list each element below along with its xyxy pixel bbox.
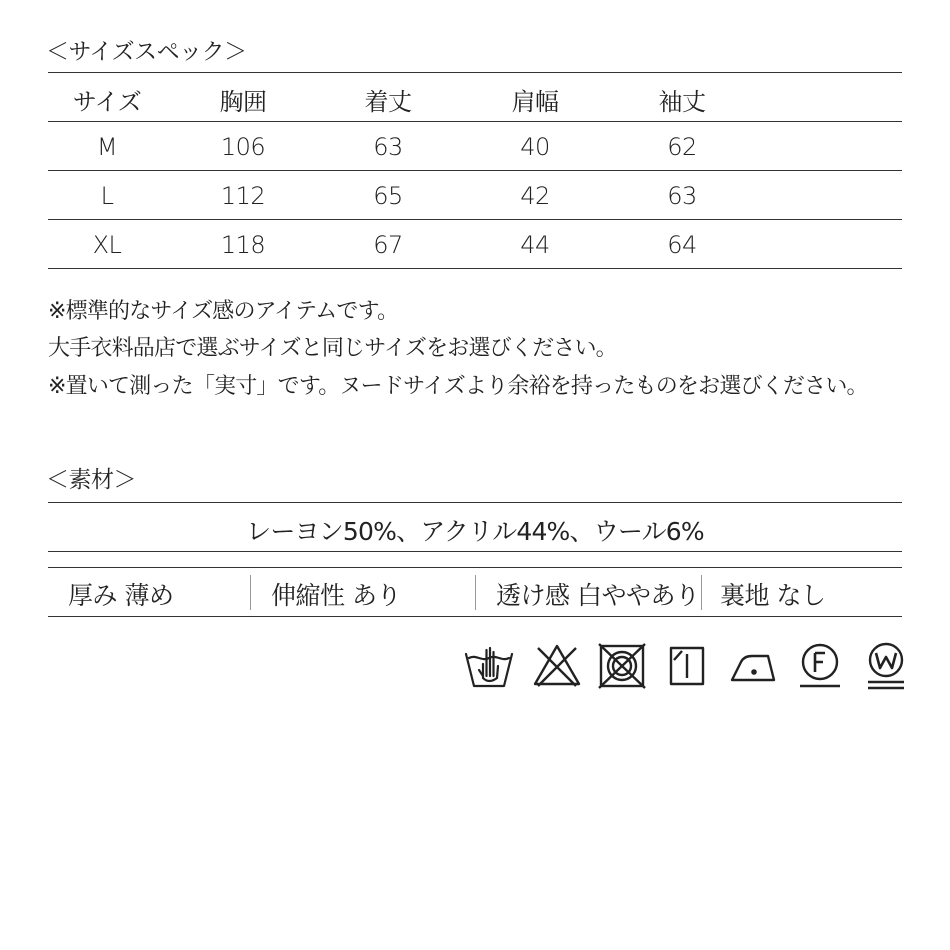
header-divider bbox=[48, 121, 902, 122]
row-divider bbox=[48, 170, 902, 171]
note-measurement: ※置いて測った「実寸」です。ヌードサイズより余裕を持ったものをお選びください。 bbox=[48, 374, 868, 399]
properties-bottom-border bbox=[48, 616, 902, 617]
property-lining: 裏地 なし bbox=[720, 581, 826, 610]
material-top-border bbox=[48, 502, 902, 503]
material-composition: レーヨン50%、アクリル44%、ウール6% bbox=[246, 517, 704, 546]
header-sleeve: 袖丈 bbox=[658, 88, 706, 116]
header-size: サイズ bbox=[72, 88, 142, 116]
header-shoulder: 肩幅 bbox=[511, 88, 559, 116]
cell-size: M bbox=[96, 133, 118, 161]
property-thickness: 厚み 薄め bbox=[68, 581, 174, 610]
cell-sleeve: 62 bbox=[667, 133, 697, 161]
cell-chest: 118 bbox=[220, 231, 266, 259]
note-standard-fit: ※標準的なサイズ感のアイテムです。 bbox=[48, 299, 399, 324]
property-divider bbox=[250, 575, 251, 610]
property-divider bbox=[701, 575, 702, 610]
table-bottom-border bbox=[48, 268, 902, 269]
property-stretch: 伸縮性 あり bbox=[271, 581, 401, 610]
cell-shoulder: 44 bbox=[520, 231, 550, 259]
property-divider bbox=[475, 575, 476, 610]
cell-size: L bbox=[100, 182, 114, 210]
cell-chest: 112 bbox=[220, 182, 266, 210]
cell-size: XL bbox=[92, 231, 122, 259]
cell-chest: 106 bbox=[220, 133, 266, 161]
size-spec-title: ＜サイズスペック＞ bbox=[46, 39, 247, 65]
line-dry-icon bbox=[668, 640, 718, 692]
table-top-border bbox=[48, 72, 902, 73]
cell-sleeve: 64 bbox=[667, 231, 697, 259]
no-bleach-icon bbox=[532, 640, 582, 692]
cell-shoulder: 40 bbox=[520, 133, 550, 161]
low-iron-icon bbox=[730, 640, 780, 692]
header-chest: 胸囲 bbox=[219, 88, 267, 116]
hand-wash-icon bbox=[464, 640, 514, 692]
cell-sleeve: 63 bbox=[667, 182, 697, 210]
material-bottom-border bbox=[48, 551, 902, 552]
note-size-recommendation: 大手衣料品店で選ぶサイズと同じサイズをお選びください。 bbox=[48, 336, 617, 361]
dry-clean-f-icon bbox=[796, 640, 846, 692]
header-length: 着丈 bbox=[364, 88, 412, 116]
material-title: ＜素材＞ bbox=[46, 467, 136, 493]
row-divider bbox=[48, 219, 902, 220]
property-sheerness: 透け感 白ややあり bbox=[496, 581, 700, 610]
cell-shoulder: 42 bbox=[520, 182, 550, 210]
cell-length: 67 bbox=[373, 231, 403, 259]
no-tumble-dry-icon bbox=[598, 640, 648, 692]
cell-length: 63 bbox=[373, 133, 403, 161]
cell-length: 65 bbox=[373, 182, 403, 210]
wet-clean-w-icon bbox=[862, 640, 912, 692]
properties-top-border bbox=[48, 567, 902, 568]
